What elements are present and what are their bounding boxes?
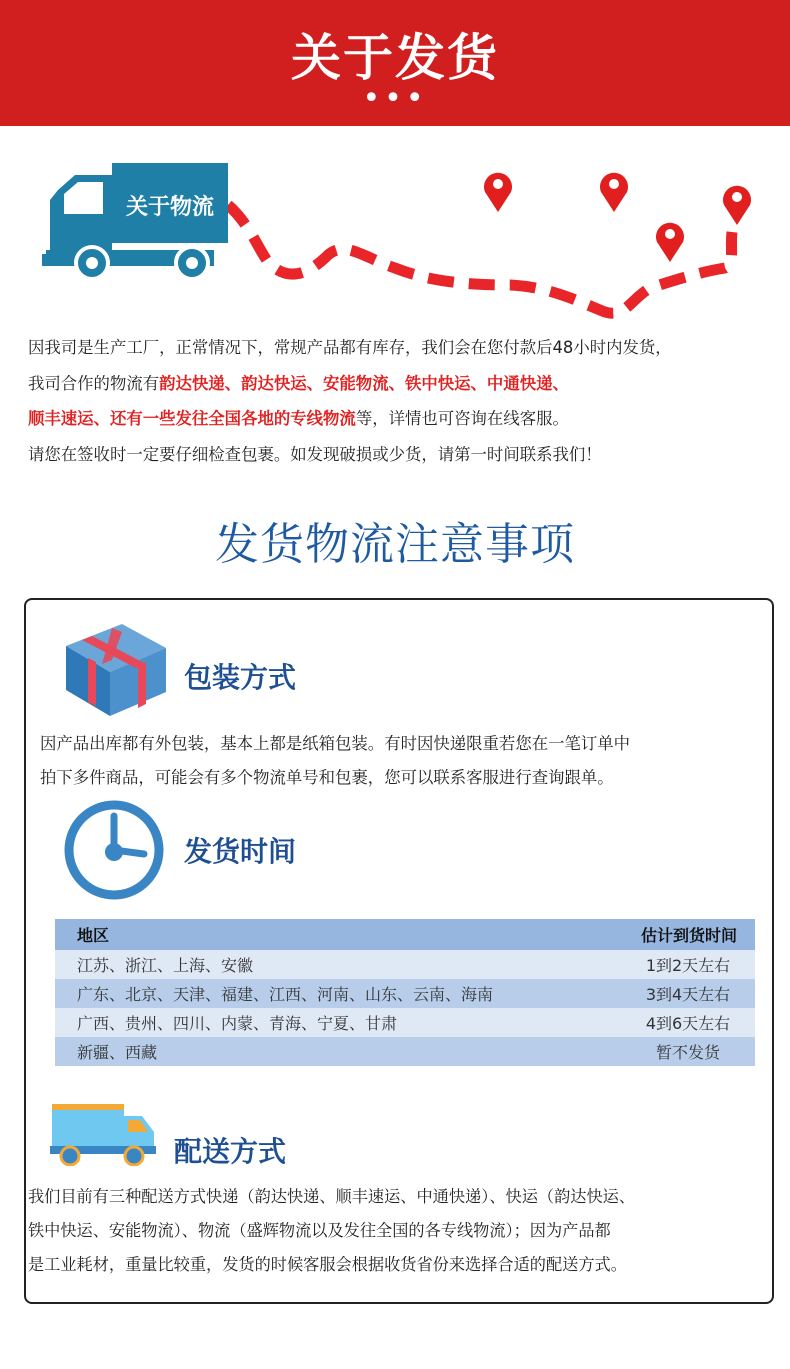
- intro-line: 我司合作的物流有韵达快递、韵达快运、安能物流、铁中快运、中通快递、: [28, 373, 569, 393]
- table-row: 江苏、浙江、上海、安徽 1到2天左右: [55, 950, 755, 979]
- table-row: 新疆、西藏 暂不发货: [55, 1037, 755, 1066]
- truck-label: 关于物流: [125, 195, 214, 220]
- map-pin-icon: [600, 173, 628, 212]
- shipping-time-table: [55, 919, 755, 1066]
- header-time: 估计到货时间: [640, 926, 737, 945]
- clock-icon: [62, 798, 166, 902]
- header-region: 地区: [77, 926, 110, 945]
- truck-icon: [42, 163, 228, 279]
- table-row: 广西、贵州、四川、内蒙、青海、宁夏、甘肃 4到6天左右: [55, 1008, 755, 1037]
- delivery-truck-icon: [48, 1102, 158, 1166]
- page-title: 关于发货: [291, 29, 499, 87]
- intro-line: 顺丰速运、还有一些发往全国各地的专线物流等，详情也可咨询在线客服。: [28, 409, 569, 428]
- map-pin-icon: [723, 186, 751, 225]
- map-pin-icon: [656, 223, 684, 262]
- shipping-time-title: 发货时间: [184, 835, 297, 868]
- courier-list: 顺丰速运、还有一些发往全国各地的专线物流: [28, 409, 356, 428]
- courier-list: 韵达快递、韵达快运、安能物流、铁中快运、中通快递、: [159, 373, 569, 393]
- intro-text: [28, 330, 788, 472]
- intro-line: 因我司是生产工厂，正常情况下，常规产品都有库存，我们会在您付款后48小时内发货，: [28, 338, 672, 357]
- table-row: 广东、北京、天津、福建、江西、河南、山东、云南、海南 3到4天左右: [55, 979, 755, 1008]
- box-icon: [62, 620, 168, 718]
- packaging-title: 包装方式: [184, 661, 297, 694]
- logistics-illustration: [0, 150, 790, 330]
- header-banner: [0, 0, 790, 126]
- title-dots: •••: [362, 81, 428, 116]
- table-header-row: [55, 919, 755, 950]
- map-pin-icon: [484, 173, 512, 212]
- route-path: [228, 205, 732, 313]
- intro-line: 请您在签收时一定要仔细检查包裹。如发现破损或少货，请第一时间联系我们！: [28, 444, 602, 464]
- section-heading: 发货物流注意事项: [215, 519, 575, 570]
- packaging-text: 因产品出库都有外包装，基本上都是纸箱包装。有时因快递限重若您在一笔订单中 拍下多件商品，可能会有多个物流单号和包裹，您可以联系客服进行查询跟单。: [40, 734, 631, 787]
- delivery-text: 我们目前有三种配送方式快递（韵达快递、顺丰速运、中通快递）、快运（韵达快运、 铁中快运、安能物流）、物流（盛辉物流以及发往全国的各专线物流）；因为产品都 是工业耗材，重量比较重，发货的时候客服会根据收货省份来选择合适的配送方式。: [28, 1187, 636, 1274]
- delivery-title: 配送方式: [174, 1135, 287, 1168]
